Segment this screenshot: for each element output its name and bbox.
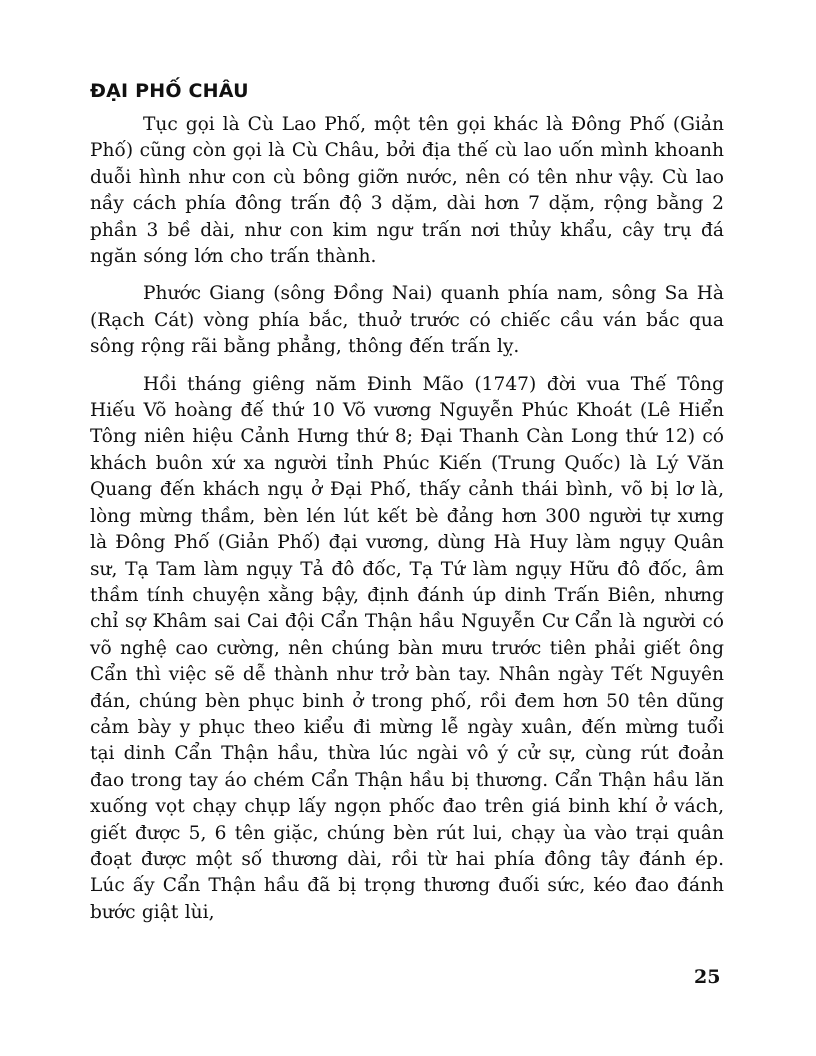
paragraph-3: Hồi tháng giêng năm Đinh Mão (1747) đời vua Thế Tông Hiếu Võ hoàng đế thứ 10 Võ vương Nguyễn Phúc Khoát (Lê Hiển Tông niên hiệu Cảnh Hưng thứ 8; Đại Thanh Càn Long thứ 12) có khách buôn xứ xa người tỉnh Phúc Kiến (Trung Quốc) là Lý Văn Quang đến khách ngụ ở Đại Phố, thấy cảnh thái bình, võ bị lơ là, lòng mừng thầm, bèn lén lút kết bè đảng hơn 300 người tự xưng là Đông Phố (Giản Phố) đại vương, dùng Hà Huy làm ngụy Quân sư, Tạ Tam làm ngụy Tả đô đốc, Tạ Tứ làm ngụy Hữu đô đốc, âm thầm tính chuyện xằng bậy, định đánh úp dinh Trấn Biên, nhưng chỉ sợ Khâm sai Cai đội Cẩn Thận hầu Nguyễn Cư Cẩn là người có võ nghệ cao cường, nên chúng bàn mưu trước tiên phải giết ông Cẩn thì việc sẽ dễ thành như trở bàn tay. Nhân ngày Tết Nguyên đán, chúng bèn phục binh ở trong phố, rồi đem hơn 50 tên dũng cảm bày y phục theo kiểu đi mừng lễ ngày xuân, đến mừng tuổi tại dinh Cẩn Thận hầu, thừa lúc ngài vô ý cử sự, cùng rút đoản đao trong tay áo chém Cẩn Thận hầu bị thương. Cẩn Thận hầu lăn xuống vọt chạy chụp lấy ngọn phốc đao trên giá binh khí ở vách, giết được 5, 6 tên giặc, chúng bèn rút lui, chạy ùa vào trại quân đoạt được một số thương dài, rồi từ hai phía đông tây đánh ép. Lúc ấy Cẩn Thận hầu đã bị trọng thương đuối sức, kéo đao đánh bước giật lùi, (90, 373, 724, 923)
page-body (90, 80, 724, 937)
section-heading: ĐẠI PHỐ CHÂU (90, 80, 249, 102)
paragraph-1: Tục gọi là Cù Lao Phố, một tên gọi khác là Đông Phố (Giản Phố) cũng còn gọi là Cù Châu, bởi địa thế cù lao uốn mình khoanh duỗi hình như con cù bông giỡn nước, nên có tên như vậy. Cù lao nầy cách phía đông trấn độ 3 dặm, dài hơn 7 dặm, rộng bằng 2 phần 3 bề dài, như con kim ngư trấn nơi thủy khẩu, cây trụ đá ngăn sóng lớn cho trấn thành. (90, 114, 724, 268)
paragraph-2: Phước Giang (sông Đồng Nai) quanh phía nam, sông Sa Hà (Rạch Cát) vòng phía bắc, thuở trước có chiếc cầu ván bắc qua sông rộng rãi bằng phẳng, thông đến trấn lỵ. (90, 283, 724, 358)
page-number: 25 (694, 966, 721, 988)
